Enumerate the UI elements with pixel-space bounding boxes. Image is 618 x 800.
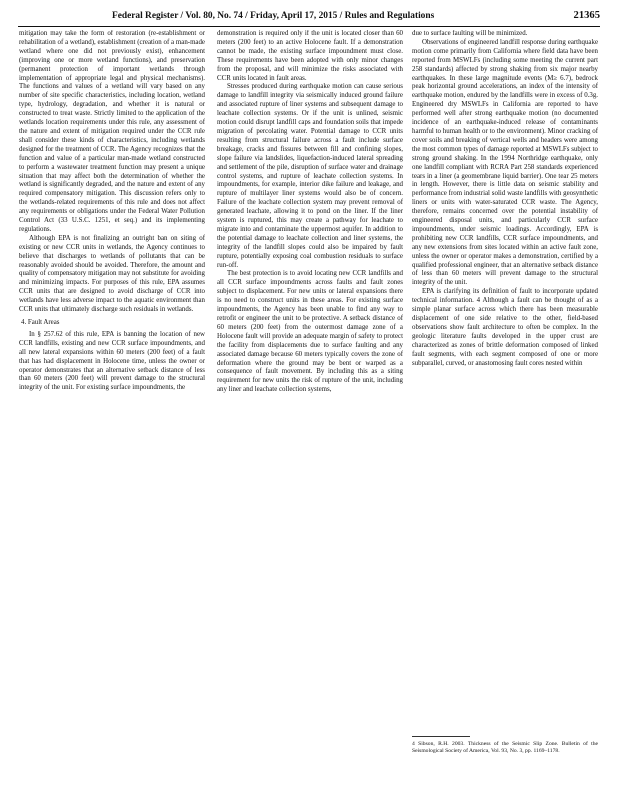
running-head-title: Federal Register / Vol. 80, No. 74 / Friday, April 17, 2015 / Rules and Regulations xyxy=(112,11,435,21)
paragraph: mitigation may take the form of restoration (re-establishment or rehabilitation of a wetland), establishment (creation of a man-made wetland where one did not previously exist), enhancement (improving one or more wetland functions), and preservation (permanent protection of important wetlands through implementation of appropriate legal and physical mechanisms). The functions and values of a wetland will vary based on any number of site specific characteristics, including location, wetland type, hydrology, degradation, and whether it is natural or constructed to treat waste. Strictly limited to the application of the wetlands location requirements under this rule, any assessment of the nature and extent of mitigation required under the CCR rule shall consider these kinds of characteristics, including wetlands designed for the treatment of CCR. The Agency recognizes that the function and value of a particular man-made wetland constructed to perform a wastewater treatment function may present a unique situation that may affect both the determination of whether the wetland is significantly degraded, and the nature and extent of any required compensatory mitigation. This discussion refers only to the wetlands-related requirements of this rule and does not affect any requirements or obligations under the Federal Water Pollution Control Act (33 U.S.C. 1251, et seq.) and its implementing regulations. xyxy=(19,30,205,233)
page-number: 21365 xyxy=(573,10,600,21)
paragraph: In § 257.62 of this rule, EPA is banning the location of new CCR landfills, existing and new CCR surface impoundments, and all new lateral expansions within 60 meters (200 feet) of a fault that has had displacement in Holocene time, unless the owner or operator demonstrates that an alternative setback distance of less than 60 meters (200 feet) will prevent damage to the structural integrity of the unit. For existing surface impoundments, the xyxy=(19,330,205,392)
text-column-2 xyxy=(217,30,403,792)
paragraph: EPA is clarifying its definition of fault to incorporate updated technical information. 4 Although a fault can be thought of as a simple planar surface across which there has been measurable displacement of one side relative to the other, field-based observations show fault architecture to often be complex. In the geologic literature faults developed in the upper crust are characterized as zones of brittle deformation composed of linked fault segments, with each segment composed of one or more subparallel, curved, or anastomosing fault cores nested within xyxy=(412,288,598,367)
text-column-1 xyxy=(19,30,205,792)
running-header xyxy=(18,10,600,24)
paragraph: The best protection is to avoid locating new CCR landfills and all CCR surface impoundments across faults and fault zones subject to displacement. For new units or lateral expansions there is no need to construct units in these areas. For existing surface impoundments, the Agency has been unable to find any way to retrofit or engineer the unit to be protective. A setback distance of 60 meters (200 feet) from the outermost damage zone of a Holocene fault will provide an adequate margin of safety to protect the facility from displacements due to surface faulting and any associated damage because 60 meters typically covers the zone of deformation where the ground may be bent or warped as a consequence of fault movement. By including this as a siting requirement for new units the risk of rupture of the unit, including any liner and leachate collection systems, xyxy=(217,270,403,394)
footnote-rule xyxy=(412,736,470,737)
paragraph: demonstration is required only if the unit is located closer than 60 meters (200 feet) to an active Holocene fault. If a demonstration cannot be made, the existing surface impoundment must close. These requirements have been adopted with only minor changes from the proposal, and will minimize the risks associated with CCR units located in fault areas. xyxy=(217,30,403,82)
header-rule xyxy=(18,26,600,27)
paragraph: Observations of engineered landfill response during earthquake motion come primarily from California where field data have been reported from MSWLFs (including some meeting the current part 258 standards) affected by strong shaking from six major nearby earthquakes. In these large magnitude events (M≥ 6.7), bedrock peak horizontal ground accelerations, an index of the intensity of earthquake motion, endured by the landfills were in excess of 0.3g. Engineered dry MSWLFs in California are reported to have performed well after strong earthquake motion (no documented incidence of an earthquake-induced release of contaminants harmful to human health or to the environment). Minor cracking of cover soils and breaking of vertical wells and headers were among the most common types of damage reported at MSWLFs subject to strong ground shaking. In the 1994 Northridge earthquake, only one landfill compliant with RCRA Part 258 standards experienced tears in a liner (a geomembrane liquid barrier). One tear 25 meters in length. However, there is little data on seismic stability and performance from industrial solid waste landfills with geosynthetic liners or units with water-saturated CCR waste. The Agency, therefore, remains concerned over the potential instability of engineered disposal units, and particularly CCR surface impoundments, under seismic loadings. Accordingly, EPA is prohibiting new CCR landfills, CCR surface impoundments, and any new extensions from sites located within an active fault zone, unless the owner or operator makes a demonstration, certified by a qualified professional engineer, that an alternative setback distance of less than 60 meters will prevent damage to the structural integrity of the unit. xyxy=(412,38,598,287)
paragraph: Although EPA is not finalizing an outright ban on siting of existing or new CCR units in wetlands, the Agency continues to believe that discharges to wetlands of pollutants that can be reasonably avoided should be avoided. Therefore, the amount and quality of compensatory mitigation may not substitute for avoiding and minimizing impacts. For purposes of this rule, EPA assumes CCR units that are designed to avoid discharge of CCR into wetlands have less adverse impact to the aquatic environment than CCR units that ultimately discharge such residuals in wetlands. xyxy=(19,234,205,314)
section-heading: 4. Fault Areas xyxy=(21,319,60,326)
text-column-3 xyxy=(412,30,598,792)
paragraph: Stresses produced during earthquake motion can cause serious damage to landfill integrity via seismically induced ground failure and associated rupture of liner systems and subsequent damage to leachate collection systems. Or if the unit is unlined, seismic motion could disrupt landfill caps and foundation soils that impede migration of percolating water. Potential damage to CCR units resulting from structural failure across a fault include surface breakage, cracks and fissures between fill and confining slopes, slope failure via landslides, liquefaction-induced lateral spreading and settlement of the pile, disruption of surface water and drainage control systems, and rupture of leachate collection systems. In impoundments, for example, interior dike failure and leakage, and rupture of multilayer liner systems would also be of concern. Failure of the leachate collection system may prevent removal of generated leachate, allowing it to pond on the liner. If the liner system is ruptured, this may create a pathway for leachate to migrate into and contaminate the uppermost aquifer. In addition to the potential damage to leachate collection and liner systems, the integrity of the landfill slopes could also be impaired by fault rupture, potentially exposing coal combustion residuals to surface run-off. xyxy=(217,83,403,269)
paragraph: due to surface faulting will be minimized. xyxy=(412,30,528,37)
footnote: 4 Sibson, R.H. 2003. Thickness of the Seismic Slip Zone. Bulletin of the Seismological Society of America, Vol. 93, No. 3, pp. 1169–1178. xyxy=(412,741,598,755)
